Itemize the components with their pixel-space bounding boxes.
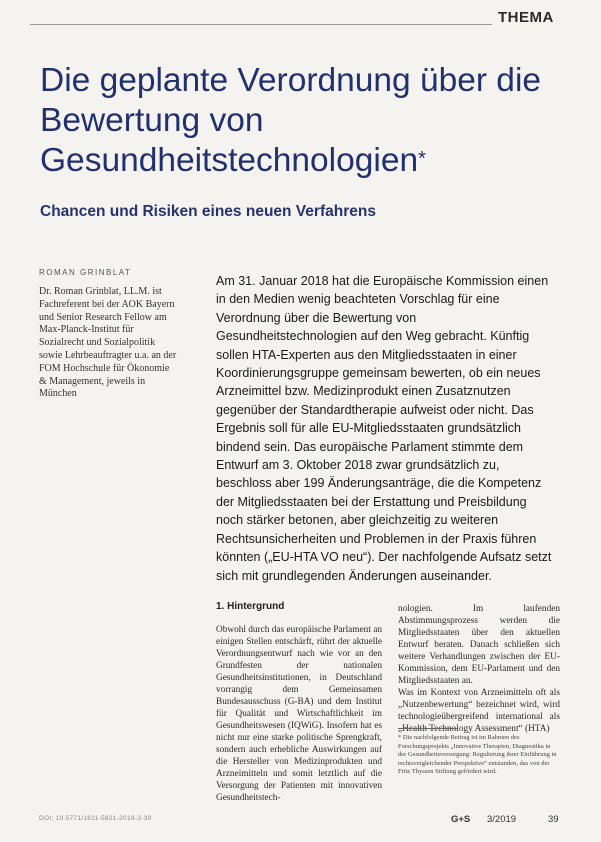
footnote-divider — [398, 728, 458, 729]
body-column-right: nologien. Im laufenden Abstimmungsprozess werden die Mitgliedsstaaten über den aktuellen Entwurf beraten. Danach schließen sich weitere Verhandlungen zwischen der EU-Kommission, dem EU-Parlament und den Mitgliedsstaaten an. Was im Kontext von Arzneimitteln oft als „Nutzenbewertung“ bezeichnet wird, wird technologieübergreifend international als „Health Technology Assessment“ (HTA) — [398, 604, 560, 734]
doi: DOI: 10.5771/1611-5821-2019-3-39 — [39, 815, 152, 822]
author-bio: Dr. Roman Grinblat, LL.M. ist Fachreferent bei der AOK Bayern und Senior Research Fellow am Max-Planck-Institut für Sozialrecht und Sozialpolitik sowie Lehrbeauftragter u.a. an der FOM Hochschule für Ökonomie & Management, jeweils in München — [39, 286, 177, 400]
lead-paragraph: Am 31. Januar 2018 hat die Europäische Kommission einen in den Medien wenig beachteten Vorschlag für eine Verordnung über die Bewertung von Gesundheitstechnologien auf den Weg gebracht. Künftig sollen HTA-Experten aus den Mitgliedsstaaten in einer Koordinierungsgruppe gemeinsam bewerten, ob ein neues Arzneimittel bzw. Medizinprodukt einen Zusatznutzen gegenüber der Standardtherapie aufweist oder nicht. Das Ergebnis soll für alle EU-Mitgliedsstaaten grundsätzlich bindend sein. Das europäische Parlament stimmte dem Entwurf am 3. Oktober 2018 zwar grundsätzlich zu, beschloss aber 199 Änderungsanträge, die die Kompetenz der Mitgliedsstaaten bei der Erstattung und Preisbildung noch stärker betonen, aber gleichzeitig zu weiteren Rechtsunsicherheiten und Problemen in der Praxis führen könnten („EU-HTA VO neu“). Der nachfolgende Aufsatz setzt sich mit grundlegenden Änderungen auseinander. — [216, 274, 552, 583]
title-footnote-mark: * — [418, 148, 426, 170]
issue-number: 3/2019 — [487, 814, 517, 825]
section-label: THEMA — [498, 9, 554, 26]
article-subtitle: Chancen und Risiken eines neuen Verfahrens — [40, 203, 376, 220]
section-heading: 1. Hintergrund — [216, 601, 285, 612]
header-divider — [30, 24, 492, 25]
journal-name: G+S — [451, 814, 471, 825]
author-name: ROMAN GRINBLAT — [39, 268, 132, 277]
page-number: 39 — [548, 814, 559, 825]
article-title-text: Die geplante Verordnung über die Bewertung von Gesundheitstechnologien — [40, 62, 542, 179]
article-title — [40, 61, 560, 181]
body-column-left: Obwohl durch das europäische Parlament an einigen Stellen entschärft, rührt der aktuelle Verordnungsentwurf nach wie vor an den Grundfesten der nationalen Gesundheitsinstitutionen, in Deutschland vorrangig dem Gemeinsamen Bundesausschuss (G-BA) und dem Institut für Qualität und Wirtschaftlichkeit im Gesundheitswesen (IQWiG). Insofern hat es nicht nur eine starke politische Sprengkraft, sondern auch erhebliche Auswirkungen auf die Hersteller von Medizinprodukten und Arzneimitteln und somit letztlich auf die Versorgung der Patienten mit innovativen Gesundheitstech- — [216, 625, 383, 803]
footnote: * Die nachfolgende Beitrag ist im Rahmen des Forschungsprojekts „Innovative Therapien, Diagnostika in der Gesundheitsversorgung: Regulierung ihrer Einführung in rechtsvergleichender Perspektive“ entstanden, das von der Fritz Thyssen Stiftung gefördert wird. — [398, 734, 557, 776]
